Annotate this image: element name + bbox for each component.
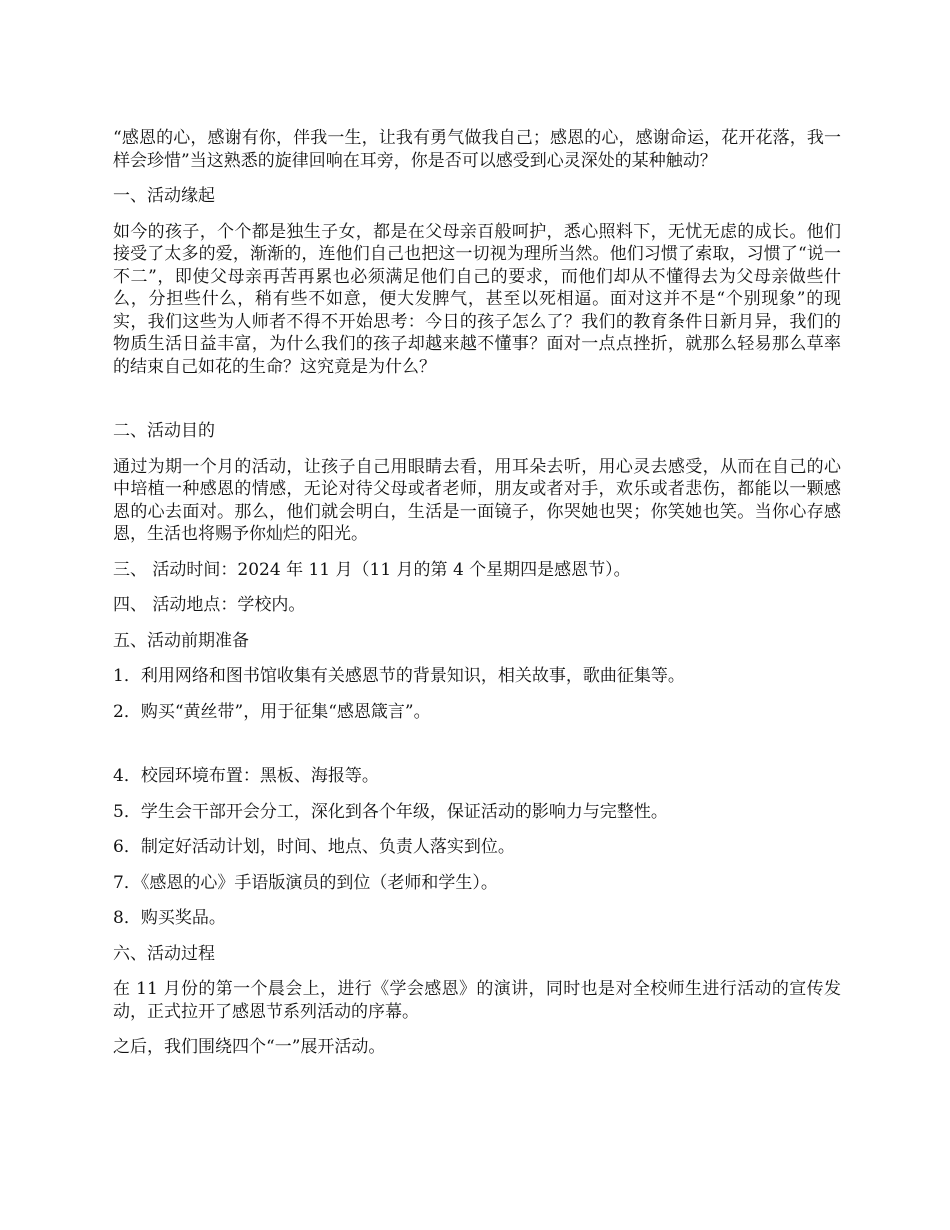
document-page — [113, 127, 841, 1072]
section-heading-process: 六、活动过程 — [113, 943, 215, 964]
closing-paragraph: 之后，我们围绕四个“一”展开活动。 — [113, 1037, 386, 1057]
spacer — [113, 736, 841, 765]
activity-location: 四、 活动地点：学校内。 — [113, 595, 306, 615]
prep-item: 1．利用网络和图书馆收集有关感恩节的背景知识，相关故事，歌曲征集等。 — [113, 666, 685, 686]
prep-item: 2．购买“黄丝带”，用于征集“感恩箴言”。 — [113, 701, 431, 722]
intro-paragraph: “感恩的心，感谢有你，伴我一生，让我有勇气做我自己；感恩的心，感谢命运，花开花落，我一样会珍惜”当这熟悉的旋律回响在耳旁，你是否可以感受到心灵深处的某种触动？ — [113, 128, 841, 171]
prep-item: 6．制定好活动计划，时间、地点、负责人落实到位。 — [113, 837, 515, 857]
spacer — [113, 391, 841, 420]
prep-item: 8．购买奖品。 — [113, 908, 226, 928]
origin-paragraph: 如今的孩子，个个都是独生子女，都是在父母亲百般呵护，悉心照料下，无忧无虑的成长。他们接受了太多的爱，渐渐的，连他们自己也把这一切视为理所当然。他们习惯了索取，习惯了“说一不二”，即使父母亲再苦再累也必须满足他们自己的要求，而他们却从不懂得去为父母亲做些什么，分担些什么，稍有些不如意，便大发脾气，甚至以死相逼。面对这并不是“个别现象”的现实，我们这些为人师者不得不开始思考：今日的孩子怎么了？我们的教育条件日新月异，我们的物质生活日益丰富，为什么我们的孩子却越来越不懂事？面对一点点挫折，就那么轻易那么草率的结束自己如花的生命？这究竟是为什么？ — [113, 221, 841, 377]
section-heading-preparation: 五、活动前期准备 — [113, 630, 249, 651]
purpose-paragraph: 通过为期一个月的活动，让孩子自己用眼睛去看，用耳朵去听，用心灵去感受，从而在自己的心中培植一种感恩的情感，无论对待父母或者老师，朋友或者对手，欢乐或者悲伤，都能以一颗感恩的心去面对。那么，他们就会明白，生活是一面镜子，你哭她也哭；你笑她也笑。当你心存感恩，生活也将赐予你灿烂的阳光。 — [113, 456, 841, 544]
prep-item: 5．学生会干部开会分工，深化到各个年级，保证活动的影响力与完整性。 — [113, 801, 668, 822]
section-heading-origin: 一、活动缘起 — [113, 186, 215, 206]
section-heading-purpose: 二、活动目的 — [113, 421, 215, 441]
activity-time: 三、 活动时间：2024 年 11 月（11 月的第 4 个星期四是感恩节）。 — [113, 559, 631, 580]
prep-item: 4．校园环境布置：黑板、海报等。 — [113, 766, 379, 786]
process-paragraph: 在 11 月份的第一个晨会上，进行《学会感恩》的演讲，同时也是对全校师生进行活动的宣传发动，正式拉开了感恩节系列活动的序幕。 — [113, 979, 841, 1022]
prep-item: 7．《感恩的心》手语版演员的到位（老师和学生）。 — [113, 872, 498, 893]
